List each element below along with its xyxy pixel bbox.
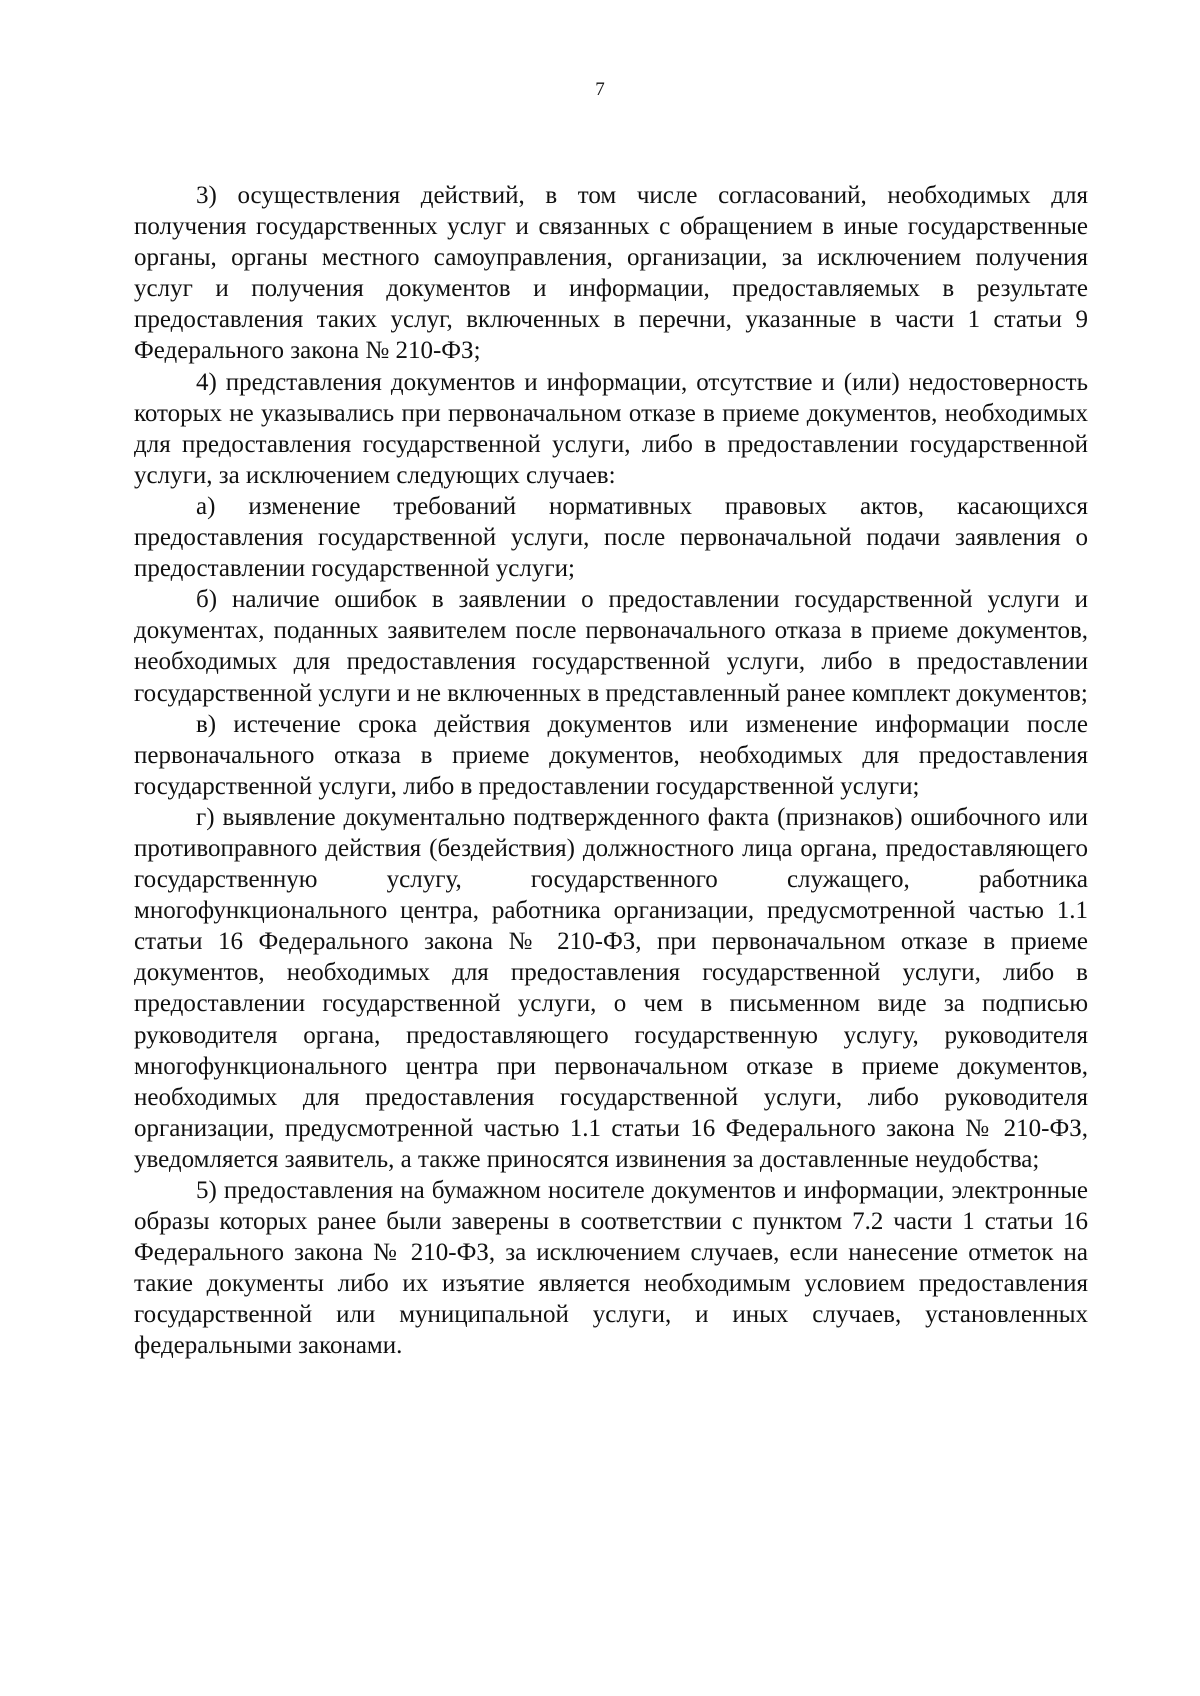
paragraph-item-5: 5) предоставления на бумажном носителе документов и информации, электронные образы которых ранее были заверены в соответствии с пунктом 7.2 части 1 статьи 16 Федерального закона № 210-ФЗ, за исключением случаев, если нанесение отметок на такие документы либо их изъятие является необходимым условием предоставления государственной или муниципальной услуги, и иных случаев, установленных федеральными законами. [134, 1177, 1088, 1360]
paragraph-subitem-v: в) истечение срока действия документов или изменение информации после первоначального отказа в приеме документов, необходимых для предоставления государственной услуги, либо в предоставлении государственной услуги; [134, 710, 1088, 800]
paragraph-item-4: 4) представления документов и информации, отсутствие и (или) недостоверность которых не указывались при первоначальном отказе в приеме документов, необходимых для предоставления государственной услуги, либо в предоставлении государственной услуги, за исключением следующих случаев: [134, 368, 1088, 489]
document-body [134, 180, 1088, 1362]
page-number: 7 [595, 79, 605, 100]
paragraph-subitem-a: а) изменение требований нормативных правовых актов, касающихся предоставления государственной услуги, после первоначальной подачи заявления о предоставлении государственной услуги; [134, 492, 1088, 583]
paragraph-subitem-b: б) наличие ошибок в заявлении о предоставлении государственной услуги и документах, поданных заявителем после первоначального отказа в приеме документов, необходимых для предоставления государственной услуги, либо в предоставлении государственной услуги и не включенных в представленный ранее комплект документов; [134, 586, 1088, 707]
paragraph-item-3: 3) осуществления действий, в том числе согласований, необходимых для получения государственных услуг и связанных с обращением в иные государственные органы, органы местного самоуправления, организации, за исключением получения услуг и получения документов и информации, предоставляемых в результате предоставления таких услуг, включенных в перечни, указанные в части 1 статьи 9 Федерального закона № 210-ФЗ; [134, 182, 1088, 365]
paragraph-subitem-g: г) выявление документально подтвержденного факта (признаков) ошибочного или противоправного действия (бездействия) должностного лица органа, предоставляющего государственную услугу, государственного служащего, работника многофункционального центра, работника организации, предусмотренной частью 1.1 статьи 16 Федерального закона № 210-ФЗ, при первоначальном отказе в приеме документов, необходимых для предоставления государственной услуги, либо в предоставлении государственной услуги, о чем в письменном виде за подписью руководителя органа, предоставляющего государственную услугу, руководителя многофункционального центра при первоначальном отказе в приеме документов, необходимых для предоставления государственной услуги, либо руководителя организации, предусмотренной частью 1.1 статьи 16 Федерального закона № 210-ФЗ, уведомляется заявитель, а также приносятся извинения за доставленные неудобства; [134, 803, 1088, 1173]
